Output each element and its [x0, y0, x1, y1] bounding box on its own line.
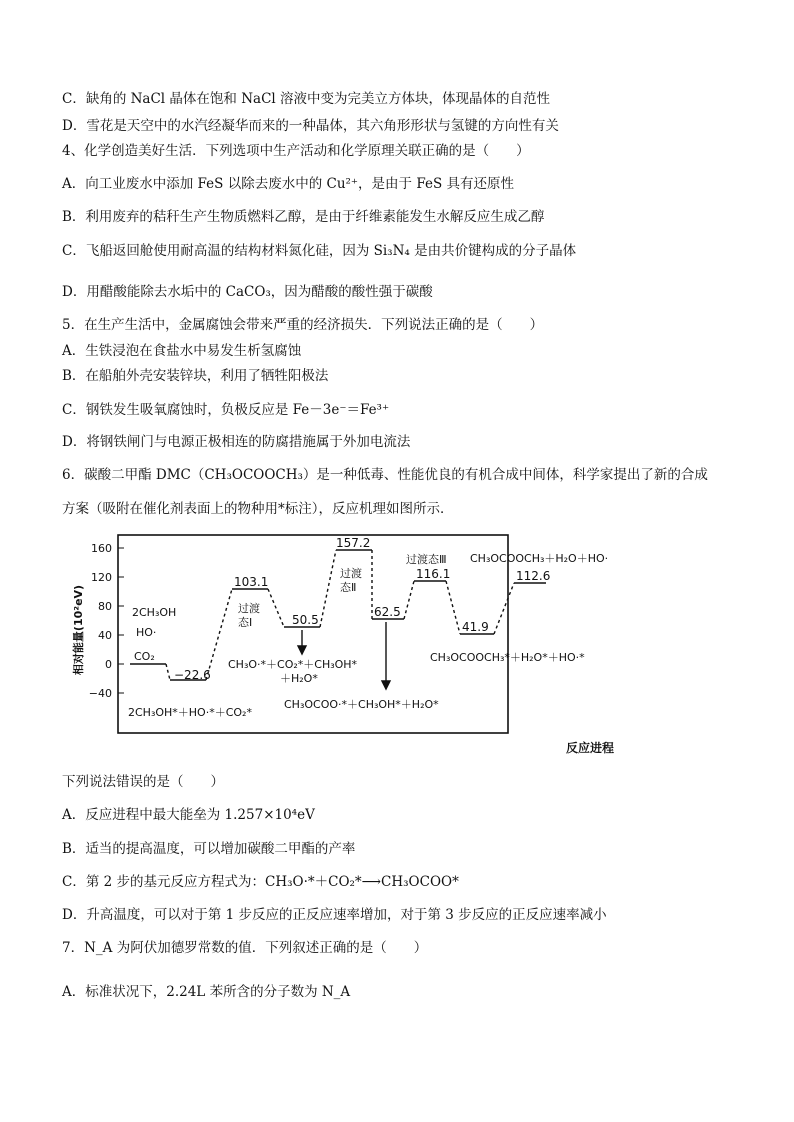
question-7-stem: 7．N_A 为阿伏加德罗常数的值．下列叙述正确的是（ ）	[62, 940, 428, 956]
y-tick-40: 40	[98, 629, 112, 642]
option-6d: D．升高温度，可以对于第 1 步反应的正反应速率增加，对于第 3 步反应的正反应速率减小	[62, 907, 607, 923]
option-3d: D．雪花是天空中的水汽经凝华而来的一种晶体，其六角形形状与氢键的方向性有关	[62, 118, 559, 134]
question-6-stem-2: 方案（吸附在催化剂表面上的物种用*标注），反应机理如图所示．	[62, 501, 454, 517]
species-product: CH₃OCOOCH₃＋H₂O＋HO·	[470, 552, 609, 565]
value-112-6: 112.6	[516, 569, 551, 583]
ts1-label-2: 态Ⅰ	[238, 616, 253, 629]
y-tick-neg40: −40	[88, 687, 112, 700]
question-4-stem: 4、化学创造美好生活．下列选项中生产活动和化学原理关联正确的是（ ）	[62, 143, 530, 159]
species-int3: CH₃OCOOCH₃*＋H₂O*＋HO·*	[430, 651, 585, 664]
value-62-5: 62.5	[374, 605, 401, 619]
y-axis-label: 相对能量(10²eV)	[72, 584, 85, 676]
species-ads1: 2CH₃OH*＋HO·*＋CO₂*	[128, 706, 252, 719]
option-7a: A．标准状况下，2.24L 苯所含的分子数为 N_A	[62, 984, 351, 1000]
value-41-9: 41.9	[462, 620, 489, 634]
option-4d: D．用醋酸能除去水垢中的 CaCO₃，因为醋酸的酸性强于碳酸	[62, 284, 433, 300]
value-103-1: 103.1	[234, 575, 269, 589]
option-4b: B．利用废弃的秸秆生产生物质燃料乙醇，是由于纤维素能发生水解反应生成乙醇	[62, 209, 545, 225]
option-5c: C．钢铁发生吸氧腐蚀时，负极反应是 Fe－3e⁻＝Fe³⁺	[62, 402, 390, 418]
energy-profile-svg	[74, 530, 644, 760]
value-neg22-6: −22.6	[174, 668, 211, 682]
option-3c: C．缺角的 NaCl 晶体在饱和 NaCl 溶液中变为完美立方体块，体现晶体的自范性	[62, 91, 551, 107]
option-6c: C．第 2 步的基元反应方程式为：CH₃O·*＋CO₂*⟶CH₃OCOO*	[62, 874, 459, 890]
ts3-label: 过渡态Ⅲ	[406, 553, 447, 566]
option-4c: C．飞船返回舱使用耐高温的结构材料氮化硅，因为 Si₃N₄ 是由共价键构成的分子晶体	[62, 243, 577, 259]
option-6a: A．反应进程中最大能垒为 1.257×10⁴eV	[62, 807, 315, 823]
option-5b: B．在船舶外壳安装锌块，利用了牺牲阳极法	[62, 368, 329, 384]
species-start-2: HO·	[136, 626, 157, 639]
y-tick-120: 120	[91, 571, 112, 584]
value-50-5: 50.5	[292, 613, 319, 627]
ts1-label-1: 过渡	[238, 602, 260, 615]
species-int2: CH₃OCOO·*＋CH₃OH*＋H₂O*	[284, 698, 439, 711]
species-start-1: 2CH₃OH	[132, 606, 177, 619]
option-5a: A．生铁浸泡在食盐水中易发生析氢腐蚀	[62, 343, 302, 359]
option-4a: A．向工业废水中添加 FeS 以除去废水中的 Cu²⁺，是由于 FeS 具有还原性	[62, 176, 514, 192]
y-tick-0: 0	[105, 658, 112, 671]
x-axis-label: 反应进程	[565, 741, 614, 755]
ts2-label-2: 态Ⅱ	[340, 581, 357, 594]
y-tick-160: 160	[91, 542, 112, 555]
value-116-1: 116.1	[416, 567, 451, 581]
question-6-stem-1: 6．碳酸二甲酯 DMC（CH₃OCOOCH₃）是一种低毒、性能优良的有机合成中间体，科学家提出了新的合成	[62, 467, 708, 483]
species-int1-b: ＋H₂O*	[280, 672, 318, 685]
option-5d: D．将钢铁闸门与电源正极相连的防腐措施属于外加电流法	[62, 434, 411, 450]
y-tick-80: 80	[98, 600, 112, 613]
ts2-label-1: 过渡	[340, 567, 362, 580]
energy-profile-diagram	[74, 530, 644, 760]
species-int1: CH₃O·*＋CO₂*＋CH₃OH*	[228, 658, 358, 671]
question-5-stem: 5．在生产生活中，金属腐蚀会带来严重的经济损失．下列说法正确的是（ ）	[62, 317, 544, 333]
option-6b: B．适当的提高温度，可以增加碳酸二甲酯的产率	[62, 841, 356, 857]
question-6-prompt: 下列说法错误的是（ ）	[62, 774, 224, 790]
species-start-3: CO₂	[134, 650, 155, 663]
value-157-2: 157.2	[336, 536, 371, 550]
